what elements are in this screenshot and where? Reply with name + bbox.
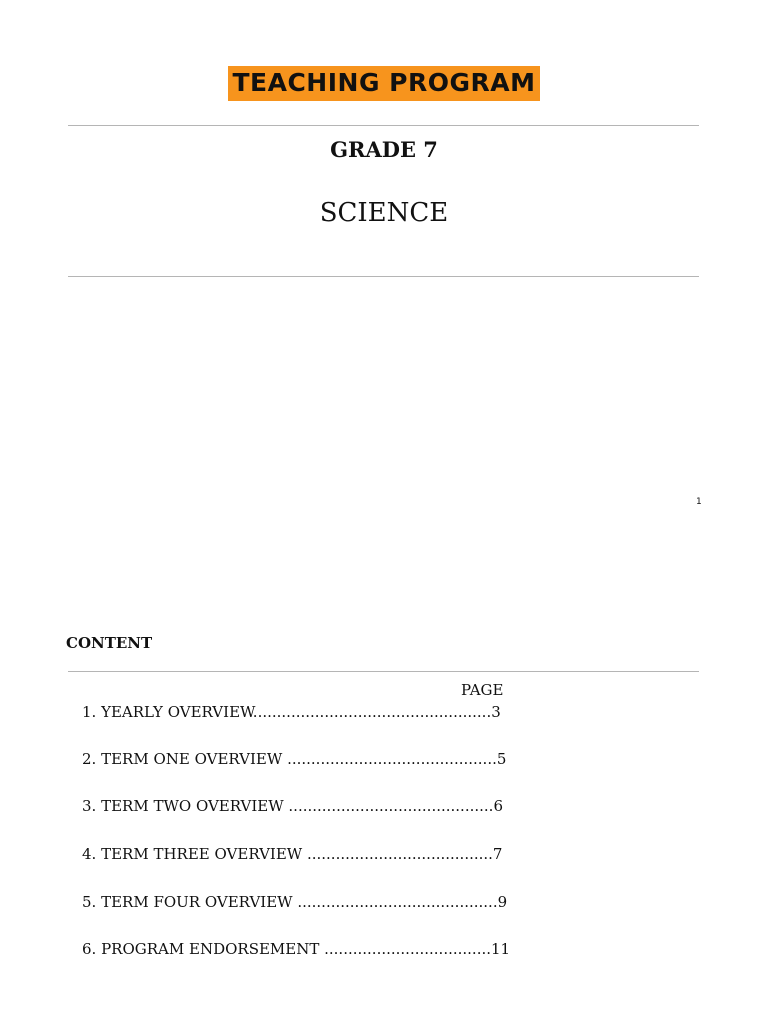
toc-item-yearly-overview[interactable]: 1. YEARLY OVERVIEW..................................................3 [82,703,501,721]
page-column-label: PAGE [461,681,504,699]
divider [68,276,699,277]
toc-item-term-three[interactable]: 4. TERM THREE OVERVIEW .......................................7 [82,845,503,863]
grade-heading: GRADE 7 [330,137,438,162]
title-banner [0,66,768,101]
page-number: 1 [696,497,702,507]
divider [68,125,699,126]
document-title: TEACHING PROGRAM [228,66,539,101]
toc-item-term-four[interactable]: 5. TERM FOUR OVERVIEW ..........................................9 [82,893,508,911]
toc-item-term-two[interactable]: 3. TERM TWO OVERVIEW ...........................................6 [82,797,503,815]
divider [68,671,699,672]
subject-heading: SCIENCE [319,198,449,228]
toc-item-program-endorsement[interactable]: 6. PROGRAM ENDORSEMENT ...................................11 [82,940,511,958]
contents-heading: CONTENT [66,634,153,652]
toc-item-term-one[interactable]: 2. TERM ONE OVERVIEW ............................................5 [82,750,507,768]
